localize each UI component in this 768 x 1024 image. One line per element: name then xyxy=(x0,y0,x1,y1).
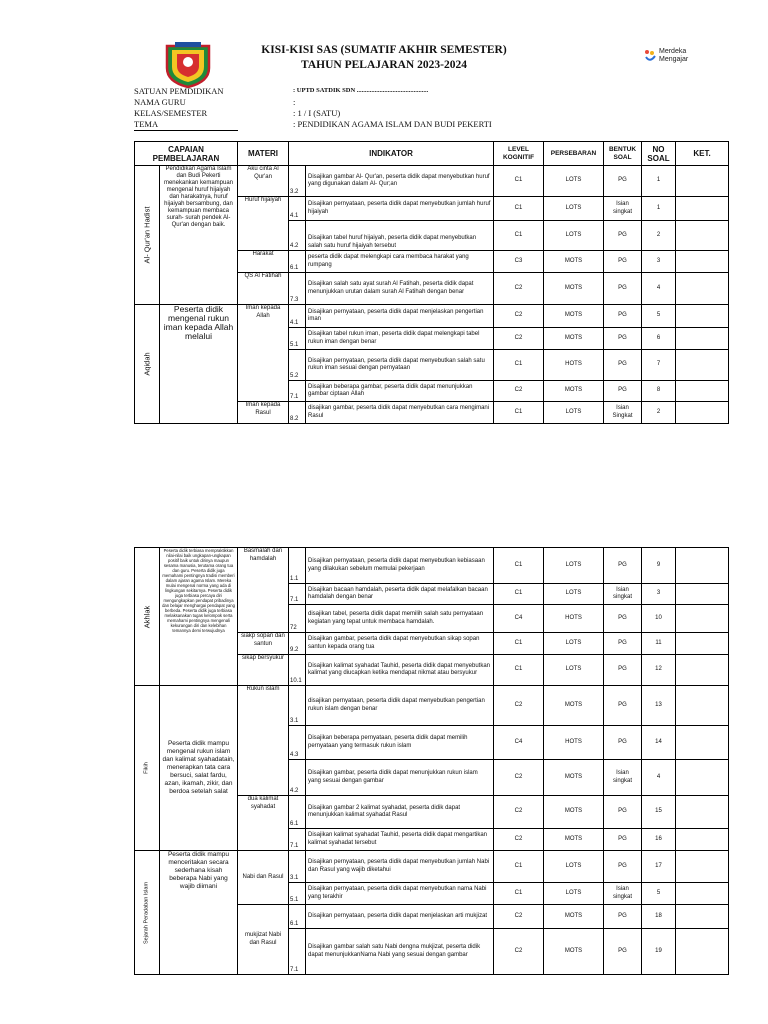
kd-cell: 5.1 xyxy=(289,883,306,905)
indikator-cell: Disajikan beberapa pernyataan, peserta didik dapat memilih pernyataan yang termasuk rukun islam xyxy=(306,726,494,760)
no-cell: 5 xyxy=(642,305,676,328)
ket-cell xyxy=(676,929,729,975)
persebaran-cell: MOTS xyxy=(544,686,604,726)
kd-cell: 10.1 xyxy=(289,655,306,686)
ket-cell xyxy=(676,633,729,655)
level-cell: C1 xyxy=(494,402,544,424)
indikator-cell: Disajikan pernyataan, peserta didik dapat menyebutkan jumlah Nabi dan Rasul yang wajib diketahui xyxy=(306,851,494,883)
kisi-kisi-table-2 xyxy=(134,547,729,975)
indikator-cell: Disajikan gambar salah satu Nabi dengna mukjizat, peserta didik dapat menunjukkanNama Nabi yang sesuai dengan gambar xyxy=(306,929,494,975)
kd-cell: 3.1 xyxy=(289,851,306,883)
persebaran-cell: HOTS xyxy=(544,605,604,633)
level-cell: C3 xyxy=(494,251,544,273)
bentuk-cell: Isian Singkat xyxy=(604,402,642,424)
col-materi: MATERI xyxy=(238,142,289,166)
kd-cell: 7.1 xyxy=(289,929,306,975)
persebaran-cell: MOTS xyxy=(544,829,604,851)
info-value: : xyxy=(293,97,296,107)
col-bentuk: BENTUK SOAL xyxy=(604,142,642,166)
persebaran-cell: MOTS xyxy=(544,760,604,796)
level-cell: C1 xyxy=(494,197,544,221)
kd-cell: 9.2 xyxy=(289,633,306,655)
materi-cell: Iman kepada Allah xyxy=(238,305,289,402)
bentuk-cell: PG xyxy=(604,273,642,305)
bentuk-cell: PG xyxy=(604,829,642,851)
kd-cell: 8.2 xyxy=(289,402,306,424)
persebaran-cell: LOTS xyxy=(544,584,604,605)
ket-cell xyxy=(676,726,729,760)
level-cell: C2 xyxy=(494,929,544,975)
ket-cell xyxy=(676,402,729,424)
ket-cell xyxy=(676,760,729,796)
level-cell: C1 xyxy=(494,166,544,197)
level-cell: C2 xyxy=(494,305,544,328)
brand-line1: Merdeka xyxy=(659,48,687,55)
kd-cell: 4.1 xyxy=(289,197,306,221)
persebaran-cell: LOTS xyxy=(544,633,604,655)
level-cell: C1 xyxy=(494,350,544,381)
kisi-kisi-table-1 xyxy=(134,141,729,424)
no-cell: 18 xyxy=(642,905,676,929)
no-cell: 10 xyxy=(642,605,676,633)
kd-cell: 3.2 xyxy=(289,166,306,197)
bentuk-cell: PG xyxy=(604,796,642,829)
ket-cell xyxy=(676,197,729,221)
merdeka-mengajar-logo xyxy=(644,48,688,64)
col-capaian: CAPAIAN PEMBELAJARAN xyxy=(135,142,238,166)
col-no: NO SOAL xyxy=(642,142,676,166)
level-cell: C2 xyxy=(494,328,544,350)
bentuk-cell: Isian singkat xyxy=(604,760,642,796)
bentuk-cell: PG xyxy=(604,548,642,584)
ket-cell xyxy=(676,350,729,381)
no-cell: 4 xyxy=(642,760,676,796)
ket-cell xyxy=(676,381,729,402)
indikator-cell: disajikan pernyataan, peserta didik dapat menyebutkan pengertian rukun islam dengan benar xyxy=(306,686,494,726)
persebaran-cell: MOTS xyxy=(544,796,604,829)
indikator-cell: Disajikan kalimat syahadat Tauhid, peserta didik dapat mengartikan kalimat syahadat tersebut xyxy=(306,829,494,851)
info-label: TEMA xyxy=(134,119,159,129)
bentuk-cell: PG xyxy=(604,221,642,251)
materi-cell: sikap bersyukur xyxy=(238,655,289,686)
ket-cell xyxy=(676,905,729,929)
materi-cell: Basmalah dan hamdalah xyxy=(238,548,289,633)
materi-cell: siakp sopan dan santun xyxy=(238,633,289,655)
persebaran-cell: MOTS xyxy=(544,381,604,402)
persebaran-cell: MOTS xyxy=(544,305,604,328)
no-cell: 14 xyxy=(642,726,676,760)
bentuk-cell: PG xyxy=(604,686,642,726)
kd-cell: 1.1 xyxy=(289,548,306,584)
no-cell: 6 xyxy=(642,328,676,350)
capaian-text: Pendidikan Agama Islam dan Budi Pekerti menekankan kemampuan mengenal huruf hijaiyah dan harakatnya, huruf hijaiyah bersambung, dan kemampuan membaca surah- surah pendek Al-Qur'an dengan baik. xyxy=(160,166,238,305)
no-cell: 3 xyxy=(642,584,676,605)
indikator-cell: disajikan gambar, peserta didik dapat menyebutkan cara mengimani Rasul xyxy=(306,402,494,424)
kd-cell: 5.1 xyxy=(289,328,306,350)
no-cell: 16 xyxy=(642,829,676,851)
table-row xyxy=(135,686,729,726)
materi-cell: Nabi dan Rasul xyxy=(238,851,289,905)
no-cell: 8 xyxy=(642,381,676,402)
col-ket: KET. xyxy=(676,142,729,166)
kd-cell: 6.1 xyxy=(289,905,306,929)
no-cell: 12 xyxy=(642,655,676,686)
no-cell: 2 xyxy=(642,221,676,251)
indikator-cell: Disajikan pernyataan, peserta didik dapat menjelaskan arti mukjizat xyxy=(306,905,494,929)
merdeka-mengajar-icon xyxy=(644,49,656,63)
ket-cell xyxy=(676,328,729,350)
bentuk-cell: PG xyxy=(604,328,642,350)
bentuk-cell: PG xyxy=(604,251,642,273)
level-cell: C1 xyxy=(494,548,544,584)
indikator-cell: Disajikan tabel huruf hijaiyah, peserta didik dapat menyebutkan salah satu huruf hijaiyah tersebut xyxy=(306,221,494,251)
no-cell: 7 xyxy=(642,350,676,381)
no-cell: 3 xyxy=(642,251,676,273)
col-persebaran: PERSEBARAN xyxy=(544,142,604,166)
ket-cell xyxy=(676,655,729,686)
persebaran-cell: LOTS xyxy=(544,655,604,686)
materi-cell: Rukun islam xyxy=(238,686,289,796)
bentuk-cell: PG xyxy=(604,381,642,402)
persebaran-cell: MOTS xyxy=(544,328,604,350)
no-cell: 2 xyxy=(642,402,676,424)
document-title: KISI-KISI SAS (SUMATIF AKHIR SEMESTER) xyxy=(261,44,507,56)
capaian-text: Peserta didik terbiasa mempraktikkan nilai-nilai baik ungkapan-ungkapan positif baik untuk dirinya maupun sesama manusia, terutama orang tua dan guru. Peserta didik juga memahami pentingnya tradisi memberi dalam ajaran agama Islam. Mereka mulai mengenal norma yang ada di lingkungan sekitarnya. Peserta didik juga terbiasa percaya diri mengungkapkan pendapat pribadinya dan belajar menghargai pendapat yang berbeda. Peserta didik juga terbiasa melaksanakan tugas kelompok serta memahami pentingnya mengenali kekurangan diri dan kelebihan temannya demi terwujudnya xyxy=(160,548,238,686)
level-cell: C1 xyxy=(494,883,544,905)
indikator-cell: Disajikan pernyataan, peserta didik dapat menyebutkan nama Nabi yang terakhir xyxy=(306,883,494,905)
level-cell: C2 xyxy=(494,905,544,929)
ket-cell xyxy=(676,166,729,197)
bentuk-cell: PG xyxy=(604,305,642,328)
ket-cell xyxy=(676,686,729,726)
persebaran-cell: LOTS xyxy=(544,402,604,424)
materi-cell: Huruf hijaiyah xyxy=(238,197,289,251)
ket-cell xyxy=(676,605,729,633)
ket-cell xyxy=(676,829,729,851)
level-cell: C2 xyxy=(494,686,544,726)
bentuk-cell: PG xyxy=(604,929,642,975)
no-cell: 5 xyxy=(642,883,676,905)
info-label: KELAS/SEMESTER xyxy=(134,108,208,118)
level-cell: C2 xyxy=(494,273,544,305)
level-cell: C2 xyxy=(494,381,544,402)
indikator-cell: Disajikan bacaan hamdalah, peserta didik dapat melafalkan bacaan hamdalah dengan benar xyxy=(306,584,494,605)
section-label: Sejarah Peradaban Islam xyxy=(135,851,160,975)
bentuk-cell: PG xyxy=(604,350,642,381)
no-cell: 17 xyxy=(642,851,676,883)
indikator-cell: Disajikan pernyataan, peserta didik dapat menyebutkan kebiasaan yang dilakukan sebelum memulai pekerjaan xyxy=(306,548,494,584)
indikator-cell: Disajikan gambar, peserta didik dapat menunjukkan rukun islam yang sesuai dengan gambar xyxy=(306,760,494,796)
indikator-cell: disajikan tabel, peserta didik dapat memilih salah satu pernyataan kegiatan yang tepat untuk membaca hamdalah. xyxy=(306,605,494,633)
kd-cell: 4.2 xyxy=(289,221,306,251)
materi-cell: mukjizat Nabi dan Rasul xyxy=(238,905,289,975)
level-cell: C1 xyxy=(494,655,544,686)
indikator-cell: Disajikan gambar, peserta didik dapat menyebutkan sikap sopan santun kepada orang tua xyxy=(306,633,494,655)
materi-cell: QS Al Fatihah xyxy=(238,273,289,305)
persebaran-cell: HOTS xyxy=(544,726,604,760)
bentuk-cell: Isian singkat xyxy=(604,584,642,605)
ket-cell xyxy=(676,548,729,584)
capaian-text: Peserta didik mampu menceritakan secara sederhana kisah beberapa Nabi yang wajib diimani xyxy=(160,851,238,975)
level-cell: C1 xyxy=(494,584,544,605)
persebaran-cell: LOTS xyxy=(544,883,604,905)
indikator-cell: Disajikan beberapa gambar, peserta didik dapat menunjukkan gambar ciptaan Allah xyxy=(306,381,494,402)
table-row xyxy=(135,851,729,883)
materi-cell: Iman kepada Rasul xyxy=(238,402,289,424)
indikator-cell: Disajikan salah satu ayat surah Al Fatihah, peserta didik dapat menunjukkan urutan dalam surah Al Fatihah dengan benar xyxy=(306,273,494,305)
indikator-cell: Disajikan kalimat syahadat Tauhid, peserta didik dapat menyebutkan kalimat yang diucapkan ketika mendapat nikmat atau bersyukur xyxy=(306,655,494,686)
level-cell: C2 xyxy=(494,760,544,796)
info-value: : PENDIDIKAN AGAMA ISLAM DAN BUDI PEKERTI xyxy=(293,119,492,129)
kd-cell: 4.2 xyxy=(289,760,306,796)
section-label: Akhlak xyxy=(135,548,160,686)
indikator-cell: Disajikan pernyataan, peserta didik dapat menyebutkan salah satu rukun iman sesuai dengan pernyataan xyxy=(306,350,494,381)
section-label: Aqidah xyxy=(135,305,160,424)
indikator-cell: Disajikan gambar 2 kalimat syahadat, peserta didik dapat menunjukkan kalimat syahadat Rasul xyxy=(306,796,494,829)
brand-line2: Mengajar xyxy=(659,56,689,63)
indikator-cell: Disajikan pernyataan, peserta didik dapat menjelaskan pengertian iman xyxy=(306,305,494,328)
ket-cell xyxy=(676,221,729,251)
no-cell: 1 xyxy=(642,197,676,221)
capaian-text: Peserta didik mampu mengenal rukun islam dan kalimat syahadatain, menerapkan tata cara bersuci, salat fardu, azan, ikamah, zikir, dan berdoa setelah salat xyxy=(160,686,238,851)
persebaran-cell: LOTS xyxy=(544,548,604,584)
bentuk-cell: PG xyxy=(604,726,642,760)
kd-cell: 6.1 xyxy=(289,251,306,273)
section-label: Al- Qur'an Hadist xyxy=(135,166,160,305)
kd-cell: 72 xyxy=(289,605,306,633)
col-level: LEVEL KOGNITIF xyxy=(494,142,544,166)
level-cell: C1 xyxy=(494,221,544,251)
bentuk-cell: Isian singkat xyxy=(604,883,642,905)
ket-cell xyxy=(676,584,729,605)
bentuk-cell: PG xyxy=(604,851,642,883)
materi-cell: Aku cinta Al Qur'an xyxy=(238,166,289,197)
indikator-cell: Disajikan tabel rukun iman, peserta didik dapat melengkapi tabel rukun iman dengan benar xyxy=(306,328,494,350)
persebaran-cell: MOTS xyxy=(544,273,604,305)
persebaran-cell: LOTS xyxy=(544,197,604,221)
ket-cell xyxy=(676,851,729,883)
persebaran-cell: MOTS xyxy=(544,251,604,273)
level-cell: C4 xyxy=(494,605,544,633)
ket-cell xyxy=(676,796,729,829)
kd-cell: 7.3 xyxy=(289,273,306,305)
no-cell: 15 xyxy=(642,796,676,829)
info-value: : UPTD SATDIK SDN ............................................ xyxy=(293,87,429,94)
bentuk-cell: PG xyxy=(604,633,642,655)
kd-cell: 5.2 xyxy=(289,350,306,381)
ket-cell xyxy=(676,883,729,905)
kd-cell: 6.1 xyxy=(289,796,306,829)
level-cell: C1 xyxy=(494,851,544,883)
materi-cell: Harakat xyxy=(238,251,289,273)
level-cell: C4 xyxy=(494,726,544,760)
bentuk-cell: Isian singkat xyxy=(604,197,642,221)
persebaran-cell: MOTS xyxy=(544,929,604,975)
level-cell: C2 xyxy=(494,829,544,851)
info-label: SATUAN PEMDIDIKAN xyxy=(134,86,224,96)
kd-cell: 4.1 xyxy=(289,305,306,328)
kd-cell: 4.3 xyxy=(289,726,306,760)
no-cell: 19 xyxy=(642,929,676,975)
no-cell: 9 xyxy=(642,548,676,584)
materi-cell: dua kalimat syahadat xyxy=(238,796,289,851)
kd-cell: 7.1 xyxy=(289,584,306,605)
no-cell: 4 xyxy=(642,273,676,305)
info-value: : 1 / I (SATU) xyxy=(293,108,341,118)
no-cell: 1 xyxy=(642,166,676,197)
kd-cell: 3.1 xyxy=(289,686,306,726)
bentuk-cell: PG xyxy=(604,905,642,929)
bentuk-cell: PG xyxy=(604,655,642,686)
section-label: Fikih xyxy=(135,686,160,851)
persebaran-cell: MOTS xyxy=(544,905,604,929)
persebaran-cell: LOTS xyxy=(544,221,604,251)
table-row xyxy=(135,305,729,328)
bentuk-cell: PG xyxy=(604,605,642,633)
table-row xyxy=(135,166,729,197)
kd-cell: 7.1 xyxy=(289,381,306,402)
no-cell: 13 xyxy=(642,686,676,726)
bentuk-cell: PG xyxy=(604,166,642,197)
col-indikator: INDIKATOR xyxy=(289,142,494,166)
capaian-text: Peserta didik mengenal rukun iman kepada Allah melalui xyxy=(160,305,238,424)
table-row xyxy=(135,548,729,584)
document-subtitle: TAHUN PELAJARAN 2023-2024 xyxy=(301,59,467,71)
level-cell: C1 xyxy=(494,633,544,655)
ket-cell xyxy=(676,305,729,328)
info-label: NAMA GURU xyxy=(134,97,186,107)
ket-cell xyxy=(676,273,729,305)
indikator-cell: Disajikan gambar Al- Qur'an, peserta didik dapat menyebutkan huruf yang digunakan dalam Al- Qur;an xyxy=(306,166,494,197)
ket-cell xyxy=(676,251,729,273)
persebaran-cell: LOTS xyxy=(544,851,604,883)
indikator-cell: Disajikan pernyataan, peserta didik dapat menyebutkan jumlah huruf hijaiyah xyxy=(306,197,494,221)
persebaran-cell: HOTS xyxy=(544,350,604,381)
info-underline xyxy=(134,130,238,131)
no-cell: 11 xyxy=(642,633,676,655)
level-cell: C2 xyxy=(494,796,544,829)
indikator-cell: peserta didik dapat melengkapi cara membaca harakat yang rumpang xyxy=(306,251,494,273)
persebaran-cell: LOTS xyxy=(544,166,604,197)
kd-cell: 7.1 xyxy=(289,829,306,851)
